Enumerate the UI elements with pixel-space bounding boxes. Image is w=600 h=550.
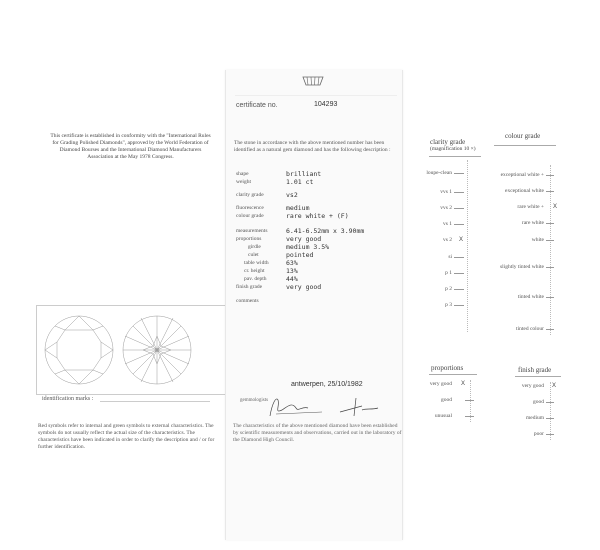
diamond-diagram-box (36, 305, 228, 395)
identification-marks-line (100, 401, 210, 402)
clarity-scale-line (467, 160, 468, 332)
proportions-tick (465, 416, 474, 417)
colour-item-exceptional-white-plus: exceptional white + (500, 172, 544, 178)
clarity-tick (454, 289, 464, 290)
field-label-colour: colour grade (236, 213, 264, 219)
colour-item-white: white (531, 237, 544, 243)
proportions-title-rule (429, 374, 477, 375)
diamond-plot-diagram (37, 306, 227, 394)
colour-selected-mark: X (553, 204, 558, 210)
proportions-selected-mark: X (461, 381, 466, 387)
colour-title-rule (494, 145, 556, 146)
colour-tick (546, 297, 554, 298)
certificate-number-label: certificate no. (236, 102, 278, 109)
finish-title-rule (515, 376, 561, 377)
field-label-pavilion-depth: pav. depth (244, 276, 267, 282)
colour-tick (546, 329, 554, 330)
colour-item-exceptional-white: exceptional white (505, 188, 544, 194)
clarity-item-p2: p 2 (445, 286, 452, 292)
proportions-item-unusual: unusual (434, 413, 452, 419)
clarity-tick (454, 257, 464, 258)
field-value-girdle: medium 3.5% (286, 243, 330, 251)
conformity-statement: This certificate is established in conformity with the "International Rules for Grading Polished Diamonds", approved by the World Federation of Diamond Bourses and the International Diamond Manufacturers Association at the May 1978 Congress. (50, 133, 211, 160)
clarity-title-rule (429, 156, 481, 157)
clarity-item-vvs2: vvs 2 (440, 205, 452, 211)
field-value-measurements: 6.41-6.52mm x 3.90mm (286, 227, 365, 235)
clarity-item-si: si (448, 254, 452, 260)
colour-tick (546, 175, 554, 176)
pavilion-view-diagram (123, 316, 191, 384)
finish-item-very-good: very good (521, 383, 544, 389)
finish-grade-title: finish grade (518, 366, 552, 374)
colour-item-tinted-white: tinted white (517, 294, 544, 300)
clarity-selected-mark: X (459, 237, 464, 243)
clarity-item-loupe-clean: loupe-clean (426, 170, 452, 176)
field-value-shape: brilliant (286, 170, 322, 178)
colour-tick (546, 223, 554, 224)
identification-marks-label: identification marks : (42, 396, 94, 402)
field-value-crown-height: 13% (286, 267, 298, 275)
finish-tick (546, 418, 554, 419)
proportions-tick (465, 400, 474, 401)
colour-item-tinted-colour: tinted colour (516, 326, 544, 332)
field-value-weight: 1.01 ct (286, 178, 314, 186)
clarity-tick (454, 173, 464, 174)
field-label-finish: finish grade (236, 284, 263, 290)
clarity-tick (454, 208, 464, 209)
colour-grade-title: colour grade (505, 132, 541, 140)
field-value-fluorescence: medium (286, 204, 310, 212)
clarity-grade-subtitle: (magnification 10 ×) (430, 146, 476, 152)
gemmologists-label: gemmologists (240, 398, 269, 403)
clarity-item-p1: p 1 (445, 270, 452, 276)
finish-tick (546, 402, 554, 403)
clarity-tick (454, 305, 464, 306)
clarity-item-vs2: vs 2 (442, 237, 452, 243)
field-label-girdle: girdle (248, 244, 261, 250)
field-value-pavilion-depth: 44% (286, 275, 298, 283)
colour-item-rare-white: rare white (521, 220, 544, 226)
field-value-culet: pointed (286, 251, 314, 259)
symbol-legend: Red symbols refer to internal and green symbols to external characteristics. The symbols do not usually reflect the actual size of the characteristics. The characteristics have been indicated in order to clarify the description and / or for further identification. (38, 423, 215, 450)
field-label-fluorescence: fluorescence (236, 205, 264, 211)
colour-item-rare-white-plus: rare white + (517, 204, 544, 210)
crown-view-diagram (45, 316, 113, 384)
finish-tick (546, 434, 554, 435)
finish-scale-line (550, 382, 551, 440)
finish-item-poor: poor (533, 431, 544, 437)
field-label-measurements: measurements (236, 228, 268, 234)
clarity-tick (454, 224, 464, 225)
proportions-item-good: good (441, 397, 452, 403)
colour-item-slightly-tinted-white: slightly tinted white (500, 264, 544, 270)
certificate-footer: The characteristics of the above mentioned diamond have been established by scientific measurements and observations, carried out in the laboratory of the Diamond High Council. (233, 423, 402, 443)
clarity-tick (454, 192, 464, 193)
colour-tick (546, 267, 554, 268)
place-and-date: antwerpen, 25/10/1982 (291, 381, 363, 388)
field-value-table-width: 63% (286, 259, 298, 267)
proportions-item-very-good: very good (429, 381, 452, 387)
diamond-logo-icon (301, 74, 325, 88)
certificate-statement: The stone in accordance with the above mentioned number has been identified as a natural gem diamond and has the following description : (234, 140, 391, 153)
clarity-item-vs1: vs 1 (442, 221, 452, 227)
finish-item-good: good (533, 399, 544, 405)
certificate-number-value: 104293 (314, 101, 338, 108)
field-value-proportions: very good (286, 235, 322, 243)
finish-item-medium: medium (525, 415, 544, 421)
clarity-grade-title: clarity grade (430, 138, 466, 146)
colour-tick (546, 191, 554, 192)
field-value-clarity: vs2 (286, 191, 298, 199)
field-label-weight: weight (236, 179, 251, 185)
field-label-proportions: proportions (236, 236, 262, 242)
finish-selected-mark: X (552, 383, 557, 389)
field-value-finish: very good (286, 283, 322, 291)
field-label-shape: shape (236, 171, 249, 177)
field-label-clarity: clarity grade (236, 192, 264, 198)
clarity-item-vvs1: vvs 1 (440, 189, 452, 195)
field-value-colour: rare white + (F) (286, 212, 349, 220)
field-label-table-width: table width (244, 260, 269, 266)
field-label-comments: comments (236, 298, 259, 304)
proportions-title: proportions (431, 364, 464, 372)
clarity-tick (454, 273, 464, 274)
certificate-header-rule (235, 95, 397, 96)
clarity-item-p3: p 3 (445, 302, 452, 308)
gemmologist-signatures (262, 392, 382, 420)
colour-tick (546, 240, 554, 241)
field-label-culet: culet (248, 252, 259, 258)
field-label-crown-height: cr. height (244, 268, 265, 274)
